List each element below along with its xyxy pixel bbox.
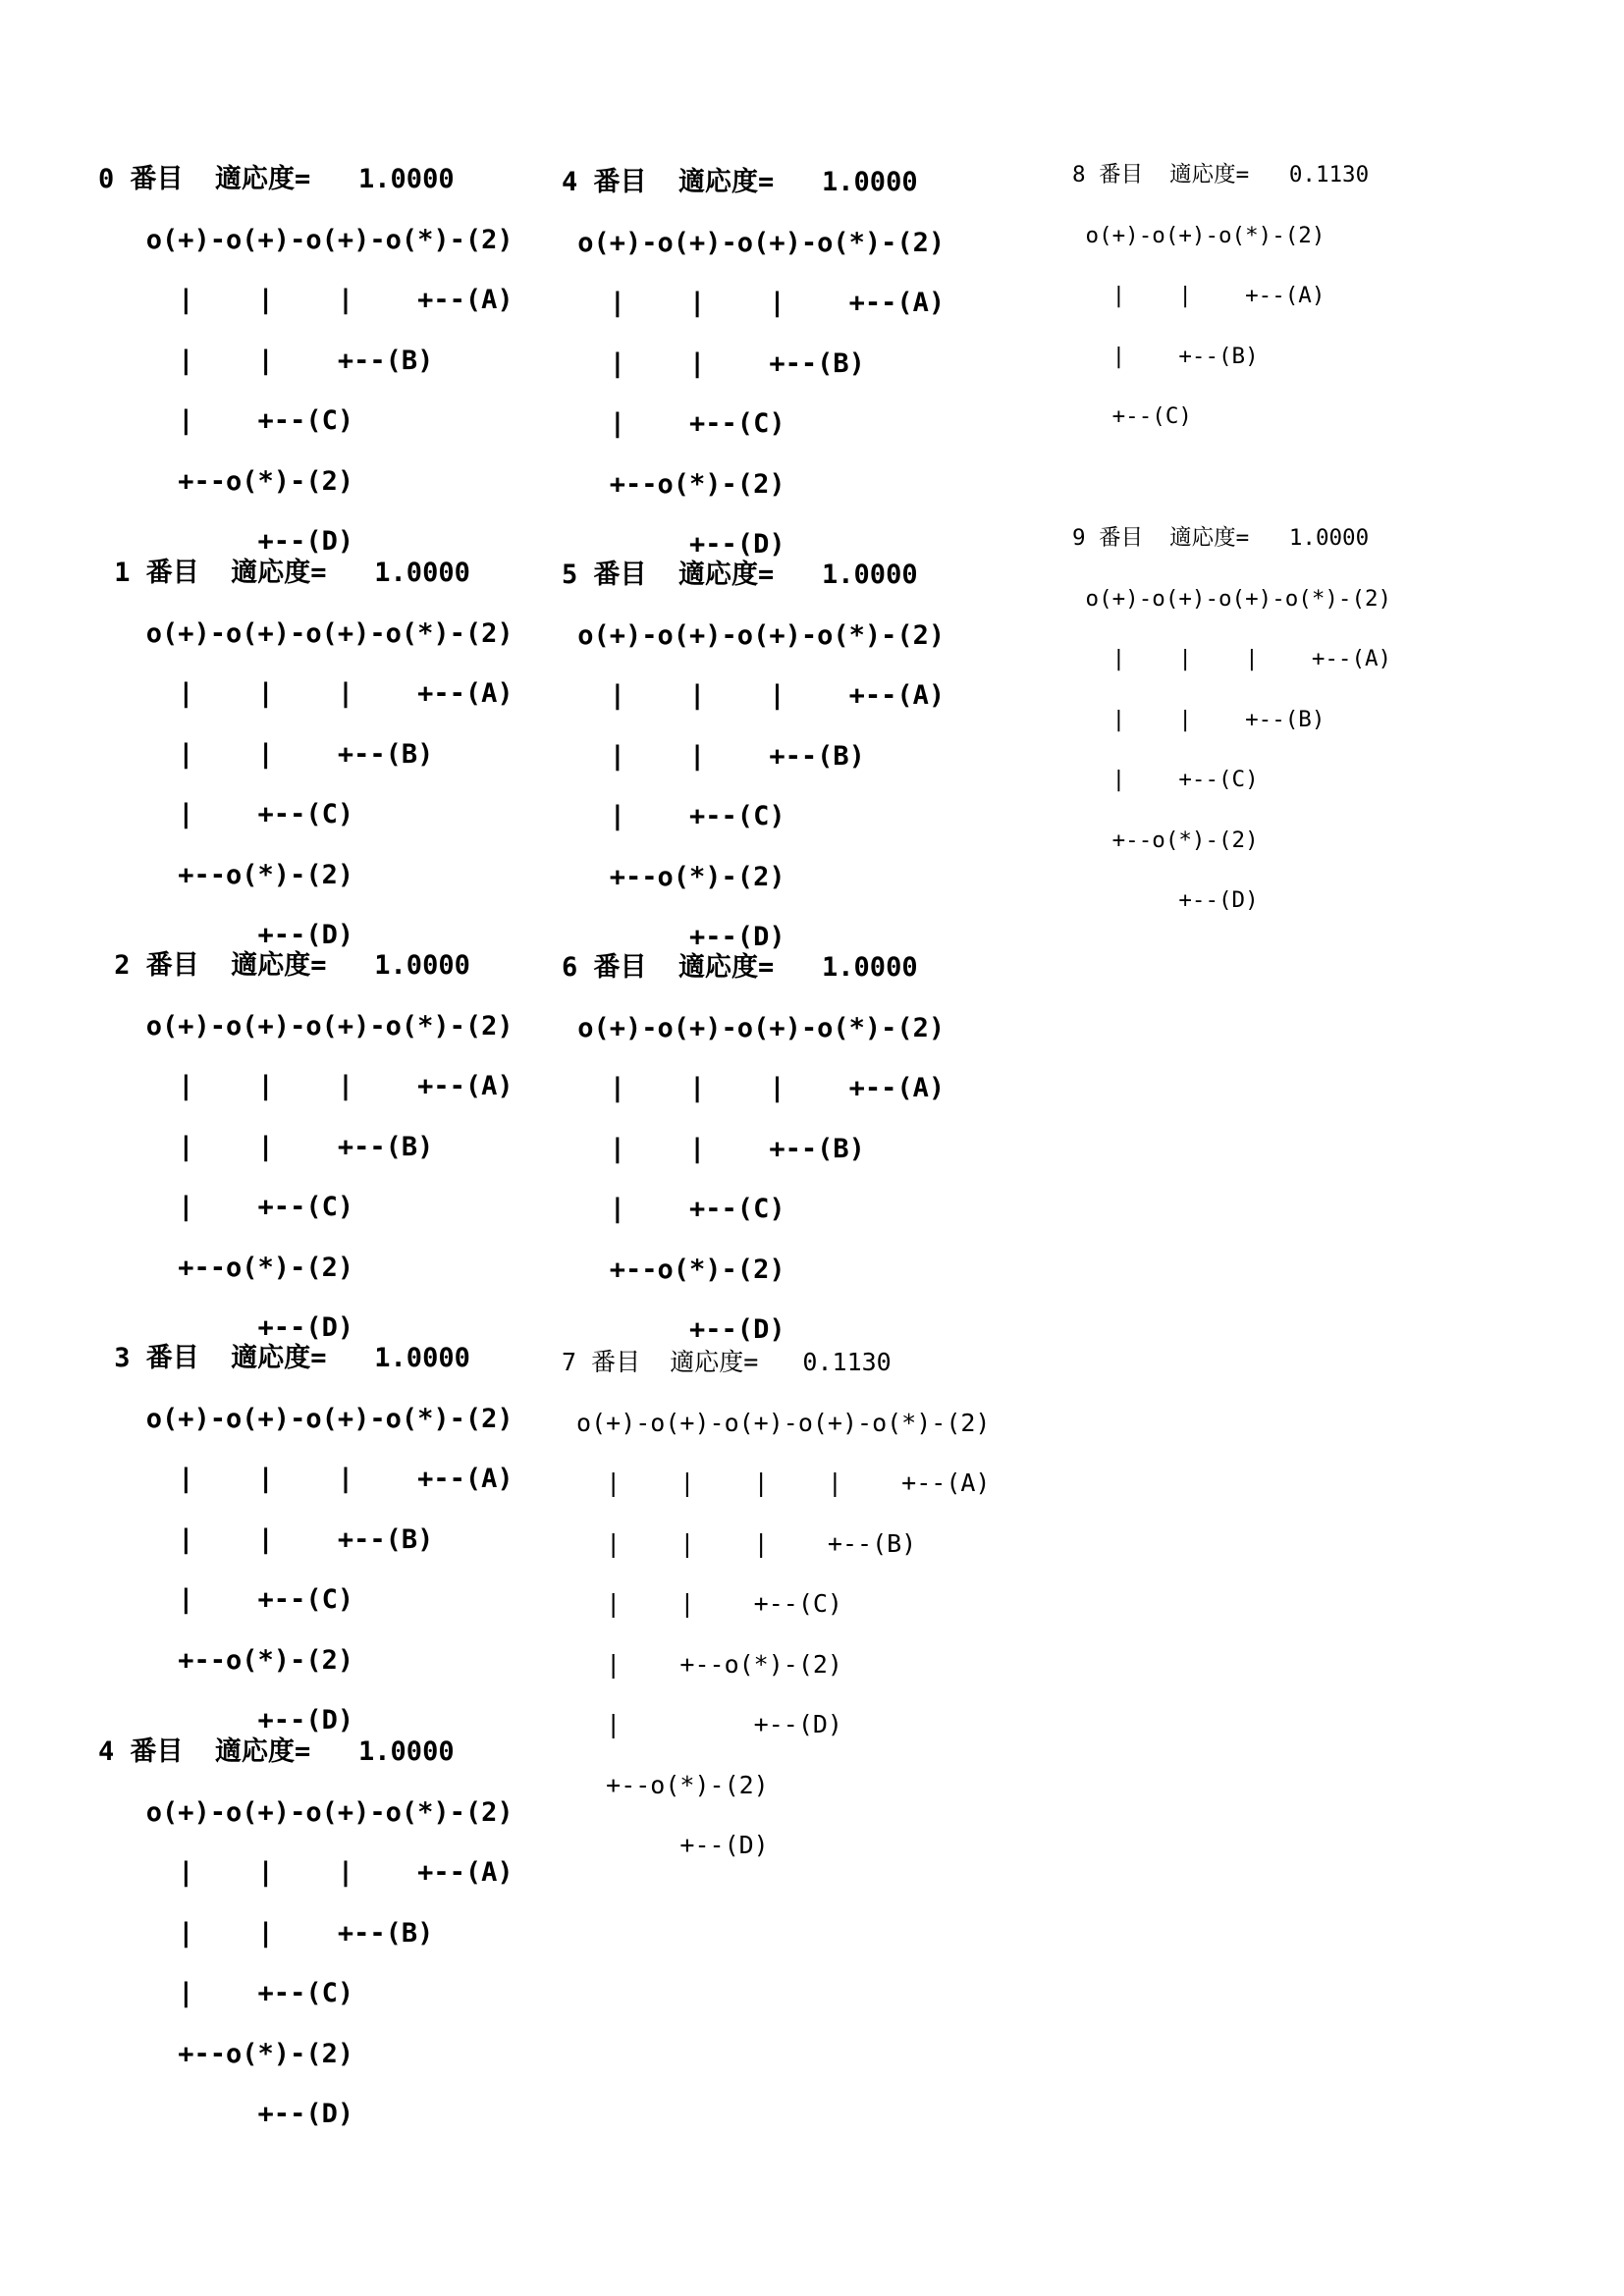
tree-title: 9 番目 適応度= 1.0000 [1072,525,1370,551]
tree-line: +--(D) [562,922,785,952]
tree-line: +--(D) [562,529,785,560]
tree-line: | | +--(B) [562,347,865,379]
tree-line: +--(D) [562,1314,785,1345]
tree-block-6 [562,545,945,968]
tree-title: 4 番目 適応度= 1.0000 [562,167,918,197]
tree-line: +--(D) [98,526,354,557]
tree-line: | | | +--(A) [98,1464,514,1494]
tree-line: | | | +--(A) [98,285,514,315]
tree-line: +--o(*)-(2) [562,1254,785,1285]
tree-line: o(+)-o(+)-o(+)-o(*)-(2) [98,224,514,255]
tree-line: +--o(*)-(2) [98,1252,354,1283]
tree-line: +--o(*)-(2) [1072,827,1259,853]
tree-line: +--(D) [98,1705,354,1735]
tree-line: | +--o(*)-(2) [562,1649,842,1679]
tree-block-2 [98,935,514,1359]
tree-line: | +--(C) [1072,767,1259,792]
tree-line: | | +--(B) [1072,706,1326,732]
tree-line: | +--(B) [1072,343,1259,369]
tree-line: | | +--(C) [562,1589,842,1618]
tree-line: +--(D) [98,1312,354,1343]
tree-line: o(+)-o(+)-o(+)-o(*)-(2) [98,1010,514,1041]
tree-line: +--(D) [1072,887,1259,913]
tree-title: 5 番目 適応度= 1.0000 [562,560,918,590]
tree-line: +--o(*)-(2) [562,861,785,892]
tree-line: +--(D) [562,1831,769,1859]
tree-line: | | +--(B) [98,1523,434,1555]
tree-line: | +--(C) [98,405,354,436]
tree-title: 2 番目 適応度= 1.0000 [98,950,470,981]
tree-line: +--o(*)-(2) [98,2038,354,2069]
tree-line: | +--(D) [562,1710,842,1738]
tree-block-10 [1072,508,1391,932]
tree-line: +--o(*)-(2) [562,1770,769,1799]
tree-line: | | +--(B) [98,1917,434,1949]
tree-line: o(+)-o(+)-o(+)-o(*)-(2) [1072,585,1392,612]
tree-line: o(+)-o(+)-o(+)-o(*)-(2) [98,617,514,649]
tree-block-4 [98,1722,514,2145]
tree-line: +--(C) [1072,403,1192,429]
tree-block-8 [562,1332,991,1876]
tree-line: | | +--(B) [562,740,865,772]
tree-line: | +--(C) [562,408,785,439]
tree-line: | | | +--(A) [1072,646,1392,671]
tree-line: o(+)-o(+)-o(+)-o(*)-(2) [98,1796,514,1828]
tree-line: | | | +--(A) [562,680,946,711]
tree-line: | | +--(B) [562,1133,865,1164]
tree-line: | | +--(B) [98,345,434,376]
tree-line: +--o(*)-(2) [98,1644,354,1676]
tree-block-3 [98,1328,514,1751]
tree-line: | +--(C) [98,799,354,829]
tree-block-5 [562,152,945,575]
tree-line: | +--(C) [98,1584,354,1615]
tree-line: | | | +--(A) [98,678,514,709]
tree-title: 0 番目 適応度= 1.0000 [98,164,455,194]
tree-line: | | +--(B) [98,738,434,770]
tree-title: 1 番目 適応度= 1.0000 [98,558,470,588]
tree-line: o(+)-o(+)-o(+)-o(*)-(2) [562,227,946,258]
tree-line: | +--(C) [562,801,785,831]
tree-line: | | | +--(A) [562,1073,946,1103]
tree-line: +--o(*)-(2) [98,859,354,890]
tree-line: | | +--(B) [98,1131,434,1162]
tree-line: | +--(C) [98,1978,354,2008]
tree-line: +--(D) [98,920,354,950]
tree-title: 4 番目 適応度= 1.0000 [98,1736,455,1767]
tree-title: 6 番目 適応度= 1.0000 [562,952,918,983]
tree-block-9 [1072,145,1369,448]
tree-line: | +--(C) [562,1194,785,1224]
tree-title: 8 番目 適応度= 0.1130 [1072,162,1370,187]
tree-line: o(+)-o(+)-o(+)-o(*)-(2) [98,1403,514,1434]
tree-line: +--(D) [98,2099,354,2129]
tree-title: 3 番目 適応度= 1.0000 [98,1343,470,1373]
tree-title: 7 番目 適応度= 0.1130 [562,1348,892,1376]
tree-line: o(+)-o(+)-o(+)-o(*)-(2) [562,619,946,651]
tree-line: | | | +--(A) [562,288,946,318]
tree-block-1 [98,543,514,966]
tree-line: | | | | +--(A) [562,1468,991,1497]
tree-line: | | | +--(B) [562,1528,917,1558]
tree-line: o(+)-o(+)-o(*)-(2) [1072,222,1326,248]
tree-line: o(+)-o(+)-o(+)-o(*)-(2) [562,1012,946,1043]
tree-line: | | | +--(A) [98,1071,514,1101]
tree-line: | | | +--(A) [98,1857,514,1888]
tree-line: +--o(*)-(2) [98,465,354,497]
tree-line: | +--(C) [98,1192,354,1222]
tree-line: +--o(*)-(2) [562,468,785,500]
tree-line: o(+)-o(+)-o(+)-o(+)-o(*)-(2) [562,1408,991,1437]
tree-block-0 [98,149,514,572]
tree-block-7 [562,937,945,1361]
tree-line: | | +--(A) [1072,283,1326,308]
